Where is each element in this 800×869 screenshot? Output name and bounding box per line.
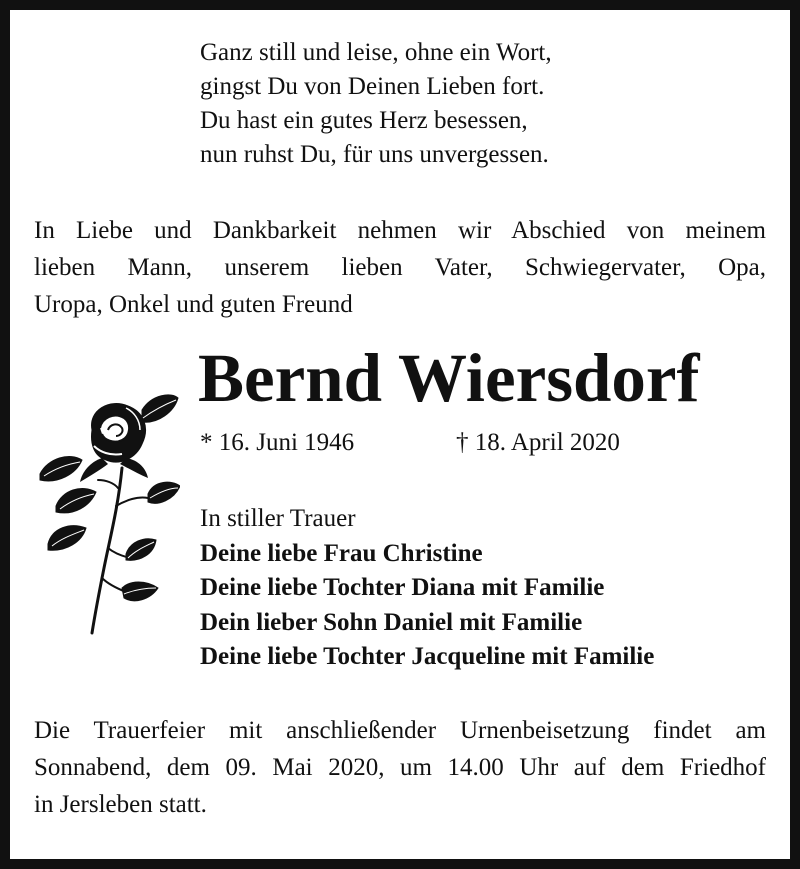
funeral-line: Die Trauerfeier mit anschließender Urnenbeisetzung findet am — [34, 717, 766, 744]
intro-paragraph — [34, 212, 766, 323]
birth-date: * 16. Juni 1946 — [200, 429, 355, 456]
intro-line: In Liebe und Dankbarkeit nehmen wir Abschied von meinem — [34, 217, 766, 244]
poem-line: nun ruhst Du, für uns unvergessen. — [200, 141, 549, 168]
mourner-line: Deine liebe Frau Christine — [200, 539, 483, 567]
deceased-name: Bernd Wiersdorf — [198, 340, 700, 416]
rose-icon — [30, 388, 180, 638]
intro-line: Uropa, Onkel und guten Freund — [34, 291, 353, 318]
mourner-line: Deine liebe Tochter Diana mit Familie — [200, 574, 605, 601]
funeral-line: Sonnabend, dem 09. Mai 2020, um 14.00 Uhr auf dem Friedhof — [34, 754, 766, 781]
poem-line: Du hast ein gutes Herz besessen, — [200, 107, 528, 134]
intro-line: lieben Mann, unserem lieben Vater, Schwiegervater, Opa, — [34, 254, 766, 281]
funeral-line: in Jersleben statt. — [34, 791, 207, 818]
death-date: † 18. April 2020 — [456, 429, 620, 456]
poem-block — [200, 36, 660, 172]
mourners-block — [200, 502, 760, 675]
mourning-intro: In stiller Trauer — [200, 505, 356, 532]
poem-line: Ganz still und leise, ohne ein Wort, — [200, 39, 552, 66]
poem-line: gingst Du von Deinen Lieben fort. — [200, 73, 545, 100]
funeral-notice — [34, 712, 766, 823]
mourner-line: Deine liebe Tochter Jacqueline mit Familie — [200, 643, 655, 670]
mourner-line: Dein lieber Sohn Daniel mit Familie — [200, 608, 583, 636]
